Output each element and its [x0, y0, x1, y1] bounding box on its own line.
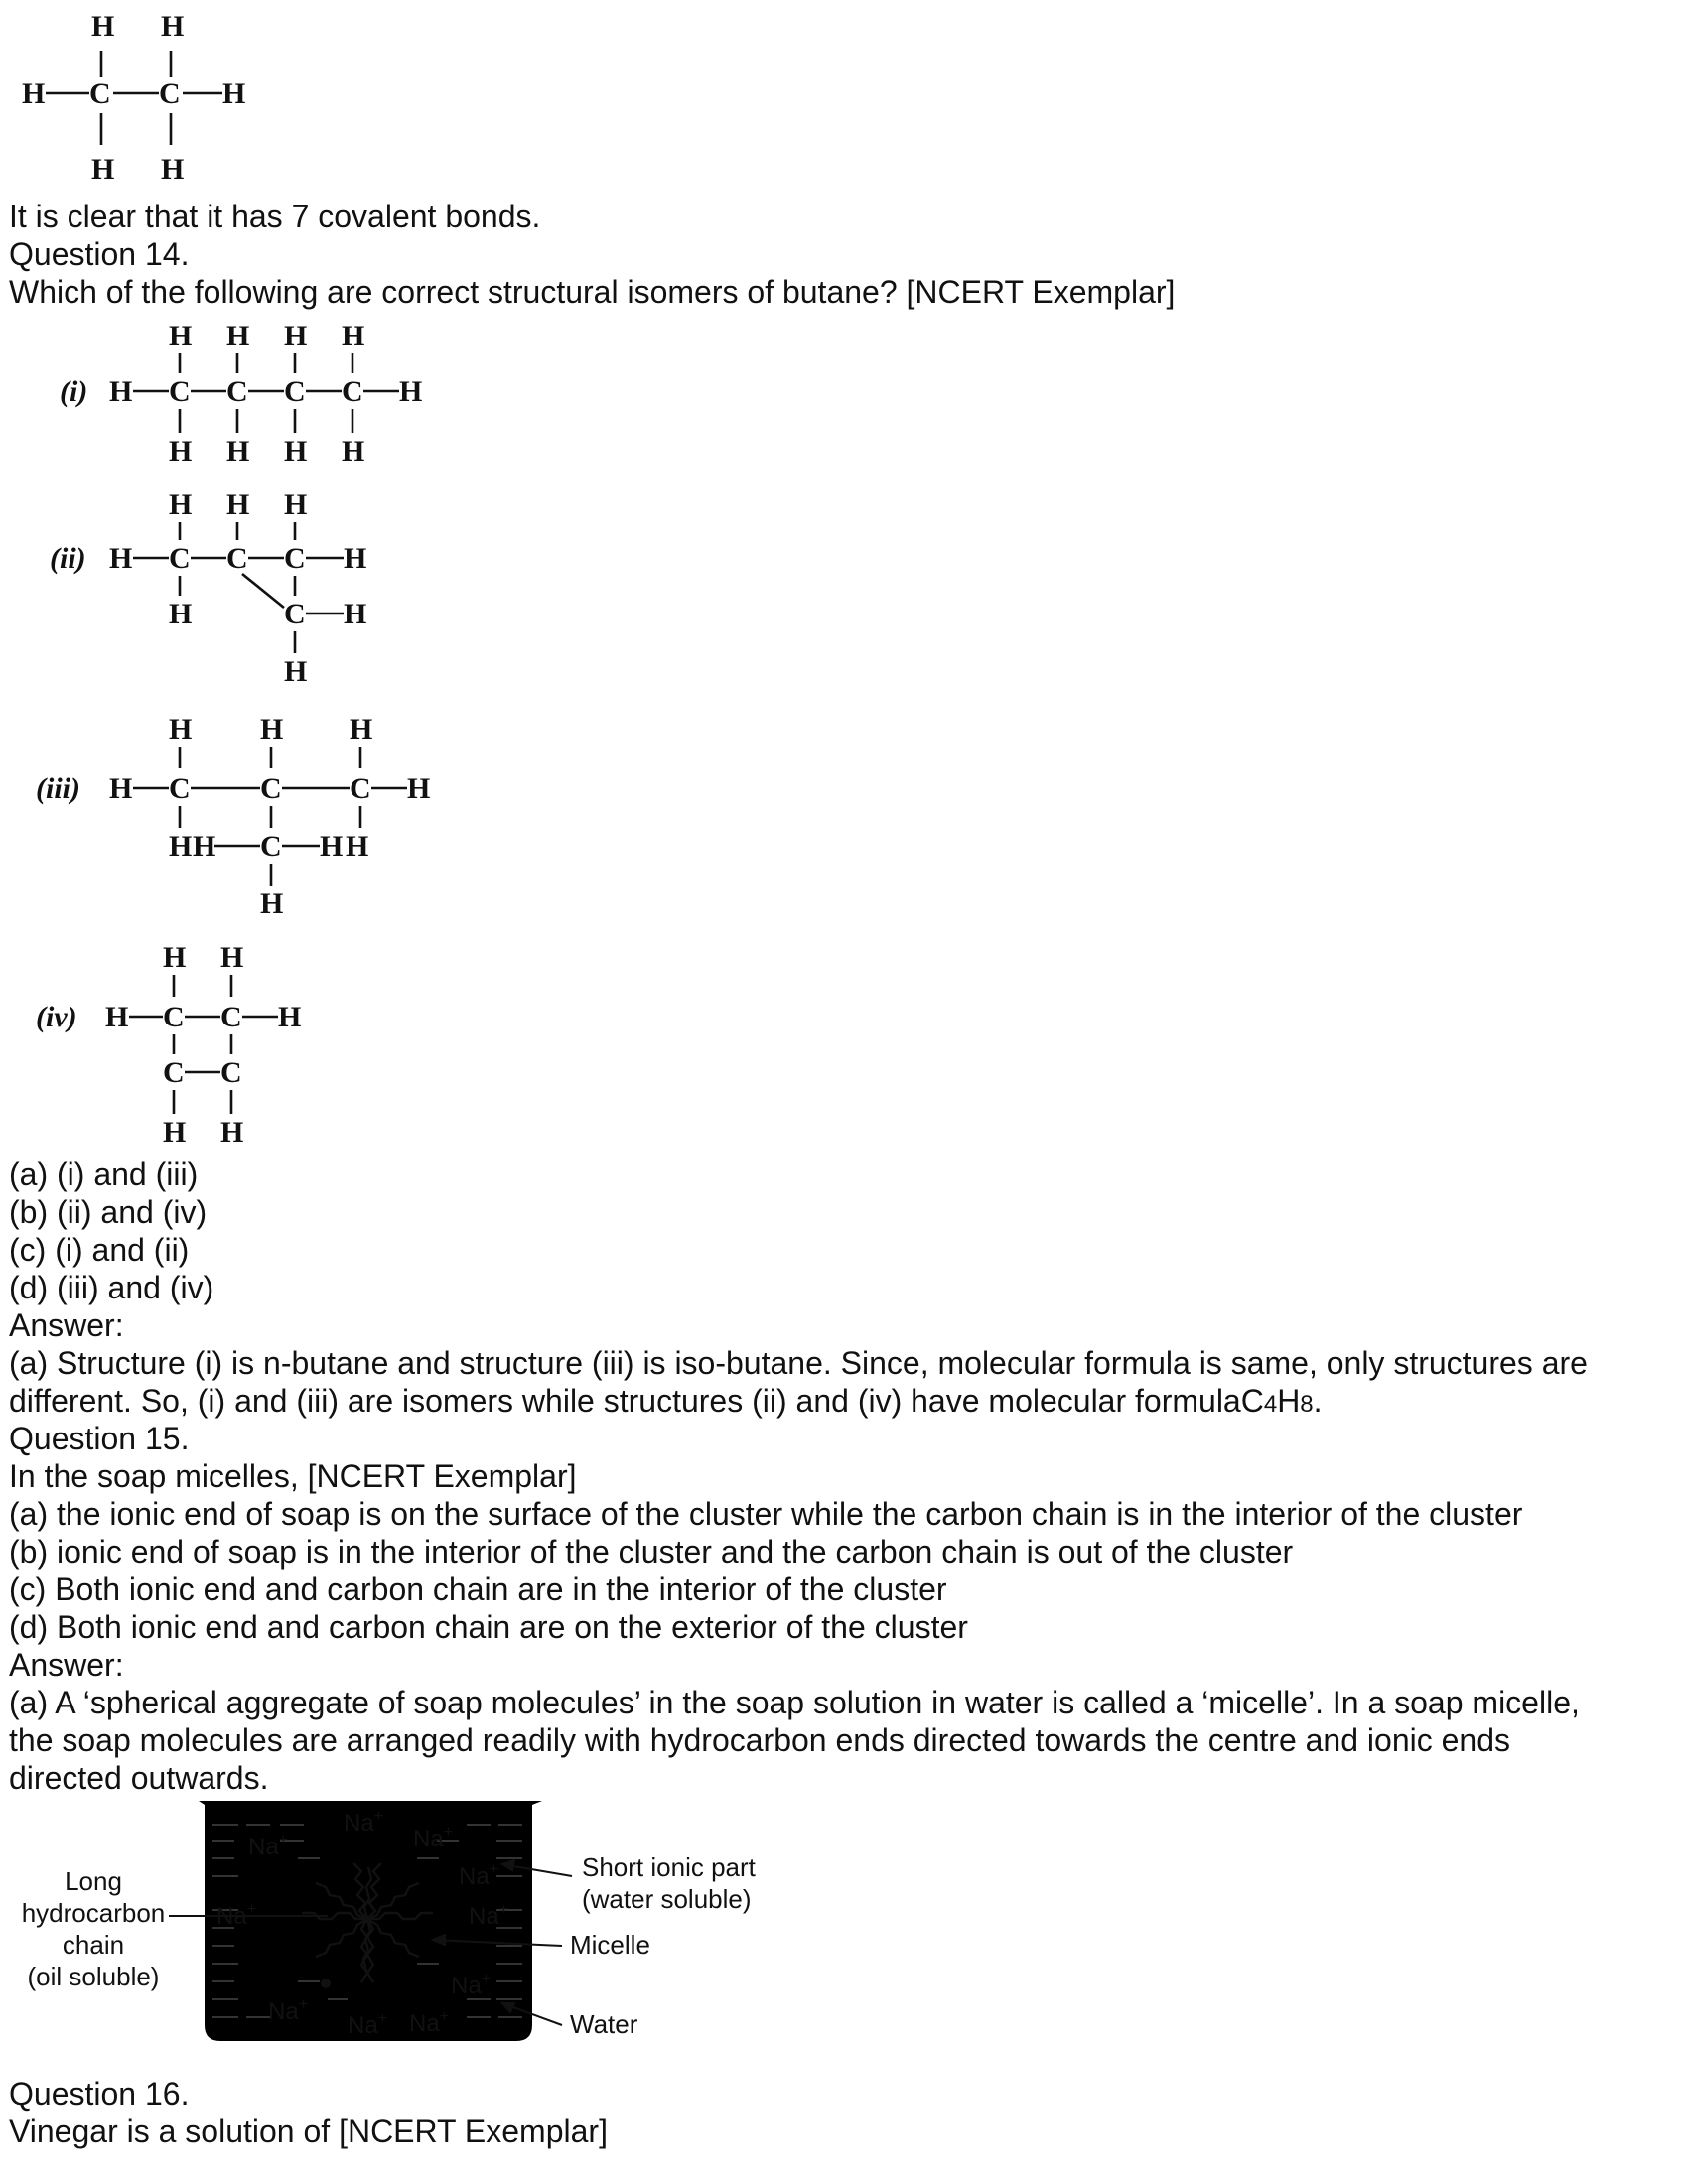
- structure-ii: [30, 484, 447, 693]
- svg-text:Short ionic part: Short ionic part: [582, 1852, 756, 1882]
- atom: C: [342, 375, 363, 408]
- atom: H: [284, 655, 308, 688]
- svg-text:(water soluble): (water soluble): [582, 1884, 752, 1914]
- right-labels: [570, 1852, 757, 2039]
- q14-option-d: (d) (iii) and (iv): [9, 1270, 214, 1305]
- atom: C: [226, 375, 248, 408]
- svg-text:chain: chain: [62, 1930, 125, 1960]
- atom: C: [220, 1056, 242, 1089]
- atom: C: [284, 375, 306, 408]
- atom: H: [342, 320, 365, 352]
- atom: H: [169, 320, 193, 352]
- atom: H: [344, 598, 367, 630]
- atom: C: [350, 772, 371, 805]
- svg-text:Na+: Na+: [348, 2010, 388, 2039]
- answer-period: .: [1313, 1383, 1323, 1419]
- formula-subscript: 8: [1300, 1391, 1314, 1418]
- left-label: [22, 1866, 166, 1991]
- atom: H: [109, 375, 133, 408]
- svg-text:(oil soluble): (oil soluble): [27, 1962, 160, 1991]
- structure-label: (iv): [36, 1001, 77, 1033]
- svg-text:Na+: Na+: [469, 1901, 509, 1930]
- micelle-diagram: [0, 1795, 794, 2053]
- question-15-text: In the soap micelles, [NCERT Exemplar]: [9, 1458, 577, 1494]
- svg-text:Water: Water: [570, 2009, 638, 2039]
- q14-option-a: (a) (i) and (iii): [9, 1157, 199, 1192]
- structure-label: (ii): [50, 542, 86, 575]
- atom: C: [284, 542, 306, 575]
- ethane-atom: C: [159, 77, 181, 110]
- q15-option-c: (c) Both ionic end and carbon chain are in the interior of the cluster: [9, 1571, 947, 1607]
- atom: H: [109, 542, 133, 575]
- atom: C: [169, 772, 191, 805]
- atom: H: [284, 320, 308, 352]
- atom: H: [407, 772, 431, 805]
- atom: H: [169, 488, 193, 521]
- atom: H: [399, 375, 423, 408]
- svg-text:Na+: Na+: [451, 1971, 492, 1999]
- atom: C: [163, 1001, 185, 1033]
- q14-answer-line-2: [9, 1382, 1323, 1424]
- atom: H: [284, 435, 308, 468]
- atom: H: [226, 435, 250, 468]
- ethane-atom: H: [91, 10, 115, 43]
- svg-text:Long: Long: [65, 1866, 122, 1896]
- svg-text:Micelle: Micelle: [570, 1930, 650, 1960]
- structure-i: [30, 316, 447, 475]
- question-15-label: Question 15.: [9, 1421, 190, 1456]
- q14-answer-text: different. So, (i) and (iii) are isomers while structures (ii) and (iv) have molecular formulaC: [9, 1383, 1264, 1419]
- atom: H: [193, 830, 216, 863]
- ethane-atom: H: [161, 10, 185, 43]
- atom: C: [220, 1001, 242, 1033]
- ethane-atom: H: [91, 153, 115, 186]
- q15-answer-line: directed outwards.: [9, 1760, 269, 1796]
- q15-option-d: (d) Both ionic end and carbon chain are on the exterior of the cluster: [9, 1609, 968, 1645]
- atom: H: [105, 1001, 129, 1033]
- q15-answer-line: (a) A ‘spherical aggregate of soap molecules’ in the soap solution in water is called a ‘micelle’. In a soap micelle,: [9, 1685, 1580, 1720]
- svg-text:hydrocarbon: hydrocarbon: [21, 1898, 166, 1928]
- formula-subscript: 4: [1263, 1391, 1278, 1418]
- svg-text:Na+: Na+: [413, 1824, 454, 1852]
- structure-iv: [30, 937, 367, 1154]
- atom: H: [260, 713, 284, 746]
- atom: H: [226, 488, 250, 521]
- svg-text:Na+: Na+: [459, 1861, 499, 1890]
- atom: H: [344, 542, 367, 575]
- q15-answer-line: the soap molecules are arranged readily with hydrocarbon ends directed towards the centre and ionic ends: [9, 1722, 1510, 1758]
- atom: C: [260, 772, 282, 805]
- question-16-text: Vinegar is a solution of [NCERT Exemplar]: [9, 2114, 608, 2149]
- ethane-atom: H: [161, 153, 185, 186]
- svg-text:Na+: Na+: [409, 2008, 450, 2037]
- atom: H: [163, 941, 187, 974]
- q15-option-a: (a) the ionic end of soap is on the surface of the cluster while the carbon chain is in the interior of the cluster: [9, 1496, 1523, 1532]
- svg-text:Na+: Na+: [216, 1901, 257, 1930]
- atom: H: [278, 1001, 302, 1033]
- atom: H: [169, 713, 193, 746]
- ethane-structure: [10, 8, 268, 197]
- atom: C: [226, 542, 248, 575]
- svg-text:Na+: Na+: [344, 1808, 384, 1837]
- atom: H: [109, 772, 133, 805]
- svg-text:Na+: Na+: [248, 1832, 289, 1860]
- atom: C: [169, 375, 191, 408]
- atom: H: [284, 488, 308, 521]
- q14-answer-line-1: (a) Structure (i) is n-butane and structure (iii) is iso-butane. Since, molecular formula is same, only structures are: [9, 1345, 1588, 1381]
- atom: H: [342, 435, 365, 468]
- atom: H: [220, 1116, 244, 1149]
- svg-text:Na+: Na+: [268, 1996, 309, 2025]
- atom: H: [169, 435, 193, 468]
- atom: C: [260, 830, 282, 863]
- q15-answer-label: Answer:: [9, 1647, 124, 1683]
- structure-label: (iii): [36, 772, 80, 805]
- atom: H: [320, 830, 344, 863]
- question-14-label: Question 14.: [9, 236, 190, 272]
- question-14-text: Which of the following are correct structural isomers of butane? [NCERT Exemplar]: [9, 274, 1176, 310]
- atom: C: [284, 598, 306, 630]
- bonds-statement: It is clear that it has 7 covalent bonds.: [9, 199, 541, 234]
- atom: H: [169, 830, 193, 863]
- ethane-atom: H: [222, 77, 246, 110]
- atom: H: [169, 598, 193, 630]
- ethane-atom: H: [22, 77, 46, 110]
- formula-element: H: [1277, 1383, 1301, 1419]
- ethane-atom: C: [89, 77, 111, 110]
- atom: C: [163, 1056, 185, 1089]
- atom: C: [169, 542, 191, 575]
- q15-option-b: (b) ionic end of soap is in the interior of the cluster and the carbon chain is out of the cluster: [9, 1534, 1294, 1570]
- q14-option-b: (b) (ii) and (iv): [9, 1194, 208, 1230]
- atom: H: [220, 941, 244, 974]
- atom: H: [226, 320, 250, 352]
- q14-option-c: (c) (i) and (ii): [9, 1232, 190, 1268]
- atom: H: [346, 830, 369, 863]
- atom: H: [163, 1116, 187, 1149]
- structure-label: (i): [60, 375, 88, 408]
- structure-iii: [30, 707, 467, 925]
- atom: H: [350, 713, 373, 746]
- q14-answer-label: Answer:: [9, 1307, 124, 1343]
- atom: H: [260, 887, 284, 920]
- question-16-label: Question 16.: [9, 2076, 190, 2112]
